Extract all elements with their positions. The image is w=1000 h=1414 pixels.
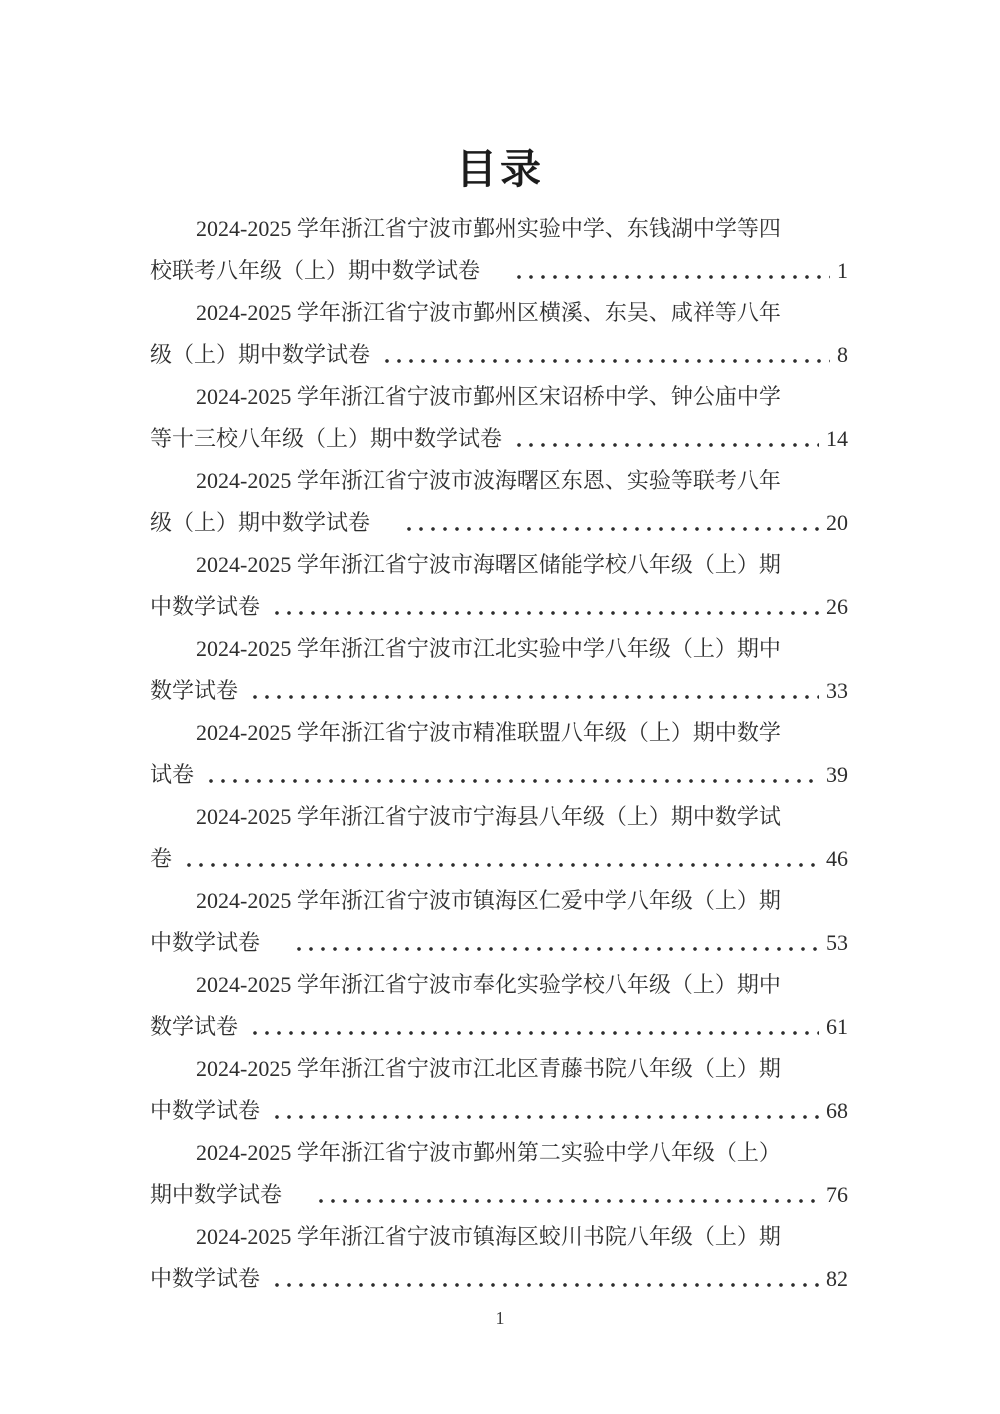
- toc-entry-page-number: 14: [826, 426, 848, 451]
- toc-entry-second-line: [150, 1006, 848, 1048]
- toc-entry-title-line1: 2024-2025 学年浙江省宁波市精准联盟八年级（上）期中数学: [196, 720, 781, 745]
- toc-entry: [150, 544, 848, 628]
- toc-entry-title-line1: 2024-2025 学年浙江省宁波市镇海区仁爱中学八年级（上）期: [196, 888, 781, 913]
- toc-entry-page-number: 8: [837, 342, 848, 367]
- dot-leader: [509, 250, 830, 292]
- toc-entry: [150, 796, 848, 880]
- toc-entry: [150, 292, 848, 376]
- toc-entry-title-line2: 卷: [150, 846, 173, 871]
- toc-entry: [150, 712, 848, 796]
- toc-entry-page-number: 68: [826, 1098, 848, 1123]
- toc-entry-title-line2: 数学试卷: [150, 678, 239, 703]
- toc-entry-page-number: 61: [826, 1014, 848, 1039]
- dot-leader: [311, 1174, 819, 1216]
- toc-entry-title-line2: 校联考八年级（上）期中数学试卷: [150, 258, 503, 283]
- toc-entry: [150, 208, 848, 292]
- toc-entry-title-line2: 中数学试卷: [150, 1266, 261, 1291]
- dot-leader: [377, 334, 830, 376]
- toc-entry-page-number: 33: [826, 678, 848, 703]
- toc-entry-title-line2: 等十三校八年级（上）期中数学试卷: [150, 426, 503, 451]
- toc-entry-second-line: [150, 502, 848, 544]
- toc-entry-title-line2: 中数学试卷: [150, 1098, 261, 1123]
- toc-entry: [150, 460, 848, 544]
- toc-entry-title-line1: 2024-2025 学年浙江省宁波市鄞州区横溪、东吴、咸祥等八年: [196, 300, 781, 325]
- toc-entry: [150, 1132, 848, 1216]
- toc-entry-page-number: 46: [826, 846, 848, 871]
- toc-entry-title-line1: 2024-2025 学年浙江省宁波市鄞州第二实验中学八年级（上）: [196, 1140, 781, 1165]
- toc-entry-page-number: 76: [826, 1182, 848, 1207]
- toc-entry-second-line: [150, 418, 848, 460]
- dot-leader: [267, 1090, 819, 1132]
- toc-entry-second-line: [150, 754, 848, 796]
- toc-entry-title-line1: 2024-2025 学年浙江省宁波市奉化实验学校八年级（上）期中: [196, 972, 781, 997]
- dot-leader: [289, 922, 819, 964]
- toc-entry-second-line: [150, 1174, 848, 1216]
- toc-entry-title-line1: 2024-2025 学年浙江省宁波市鄞州实验中学、东钱湖中学等四: [196, 216, 781, 241]
- toc-entry-title-line1: 2024-2025 学年浙江省宁波市波海曙区东恩、实验等联考八年: [196, 468, 781, 493]
- toc-entry-title-line1: 2024-2025 学年浙江省宁波市江北区青藤书院八年级（上）期: [196, 1056, 781, 1081]
- toc-entry-title-line1: 2024-2025 学年浙江省宁波市海曙区储能学校八年级（上）期: [196, 552, 781, 577]
- dot-leader: [245, 1006, 819, 1048]
- dot-leader: [267, 586, 819, 628]
- toc-entry: [150, 1048, 848, 1132]
- dot-leader: [509, 418, 819, 460]
- dot-leader: [245, 670, 819, 712]
- toc-entry-title-line1: 2024-2025 学年浙江省宁波市江北实验中学八年级（上）期中: [196, 636, 781, 661]
- toc-entry-title-line2: 数学试卷: [150, 1014, 239, 1039]
- toc-entry-second-line: [150, 838, 848, 880]
- dot-leader: [267, 1258, 819, 1300]
- dot-leader: [399, 502, 819, 544]
- toc-entry-title-line2: 级（上）期中数学试卷: [150, 510, 393, 535]
- toc-entry-page-number: 39: [826, 762, 848, 787]
- toc-entry: [150, 628, 848, 712]
- toc-entry: [150, 964, 848, 1048]
- toc-entry-second-line: [150, 334, 848, 376]
- page-title: 目录: [456, 146, 544, 192]
- toc-entry-page-number: 26: [826, 594, 848, 619]
- dot-leader: [201, 754, 819, 796]
- toc-entry-title-line2: 级（上）期中数学试卷: [150, 342, 371, 367]
- toc-entry-page-number: 20: [826, 510, 848, 535]
- toc-entry: [150, 376, 848, 460]
- toc-entry-title-line2: 试卷: [150, 762, 195, 787]
- toc-list: [150, 208, 848, 1300]
- toc-entry-title-line1: 2024-2025 学年浙江省宁波市鄞州区宋诏桥中学、钟公庙中学: [196, 384, 781, 409]
- toc-entry-second-line: [150, 1090, 848, 1132]
- toc-entry-second-line: [150, 922, 848, 964]
- toc-entry-page-number: 82: [826, 1266, 848, 1291]
- toc-entry-second-line: [150, 250, 848, 292]
- toc-entry-second-line: [150, 670, 848, 712]
- toc-entry-page-number: 1: [837, 258, 848, 283]
- toc-entry-second-line: [150, 586, 848, 628]
- toc-entry-title-line2: 期中数学试卷: [150, 1182, 305, 1207]
- toc-entry-title-line1: 2024-2025 学年浙江省宁波市镇海区蛟川书院八年级（上）期: [196, 1224, 781, 1249]
- page-number-footer: 1: [495, 1308, 505, 1328]
- toc-entry-title-line2: 中数学试卷: [150, 930, 283, 955]
- toc-entry: [150, 880, 848, 964]
- toc-entry: [150, 1216, 848, 1300]
- toc-entry-title-line1: 2024-2025 学年浙江省宁波市宁海县八年级（上）期中数学试: [196, 804, 781, 829]
- toc-entry-title-line2: 中数学试卷: [150, 594, 261, 619]
- toc-entry-page-number: 53: [826, 930, 848, 955]
- dot-leader: [179, 838, 819, 880]
- toc-entry-second-line: [150, 1258, 848, 1300]
